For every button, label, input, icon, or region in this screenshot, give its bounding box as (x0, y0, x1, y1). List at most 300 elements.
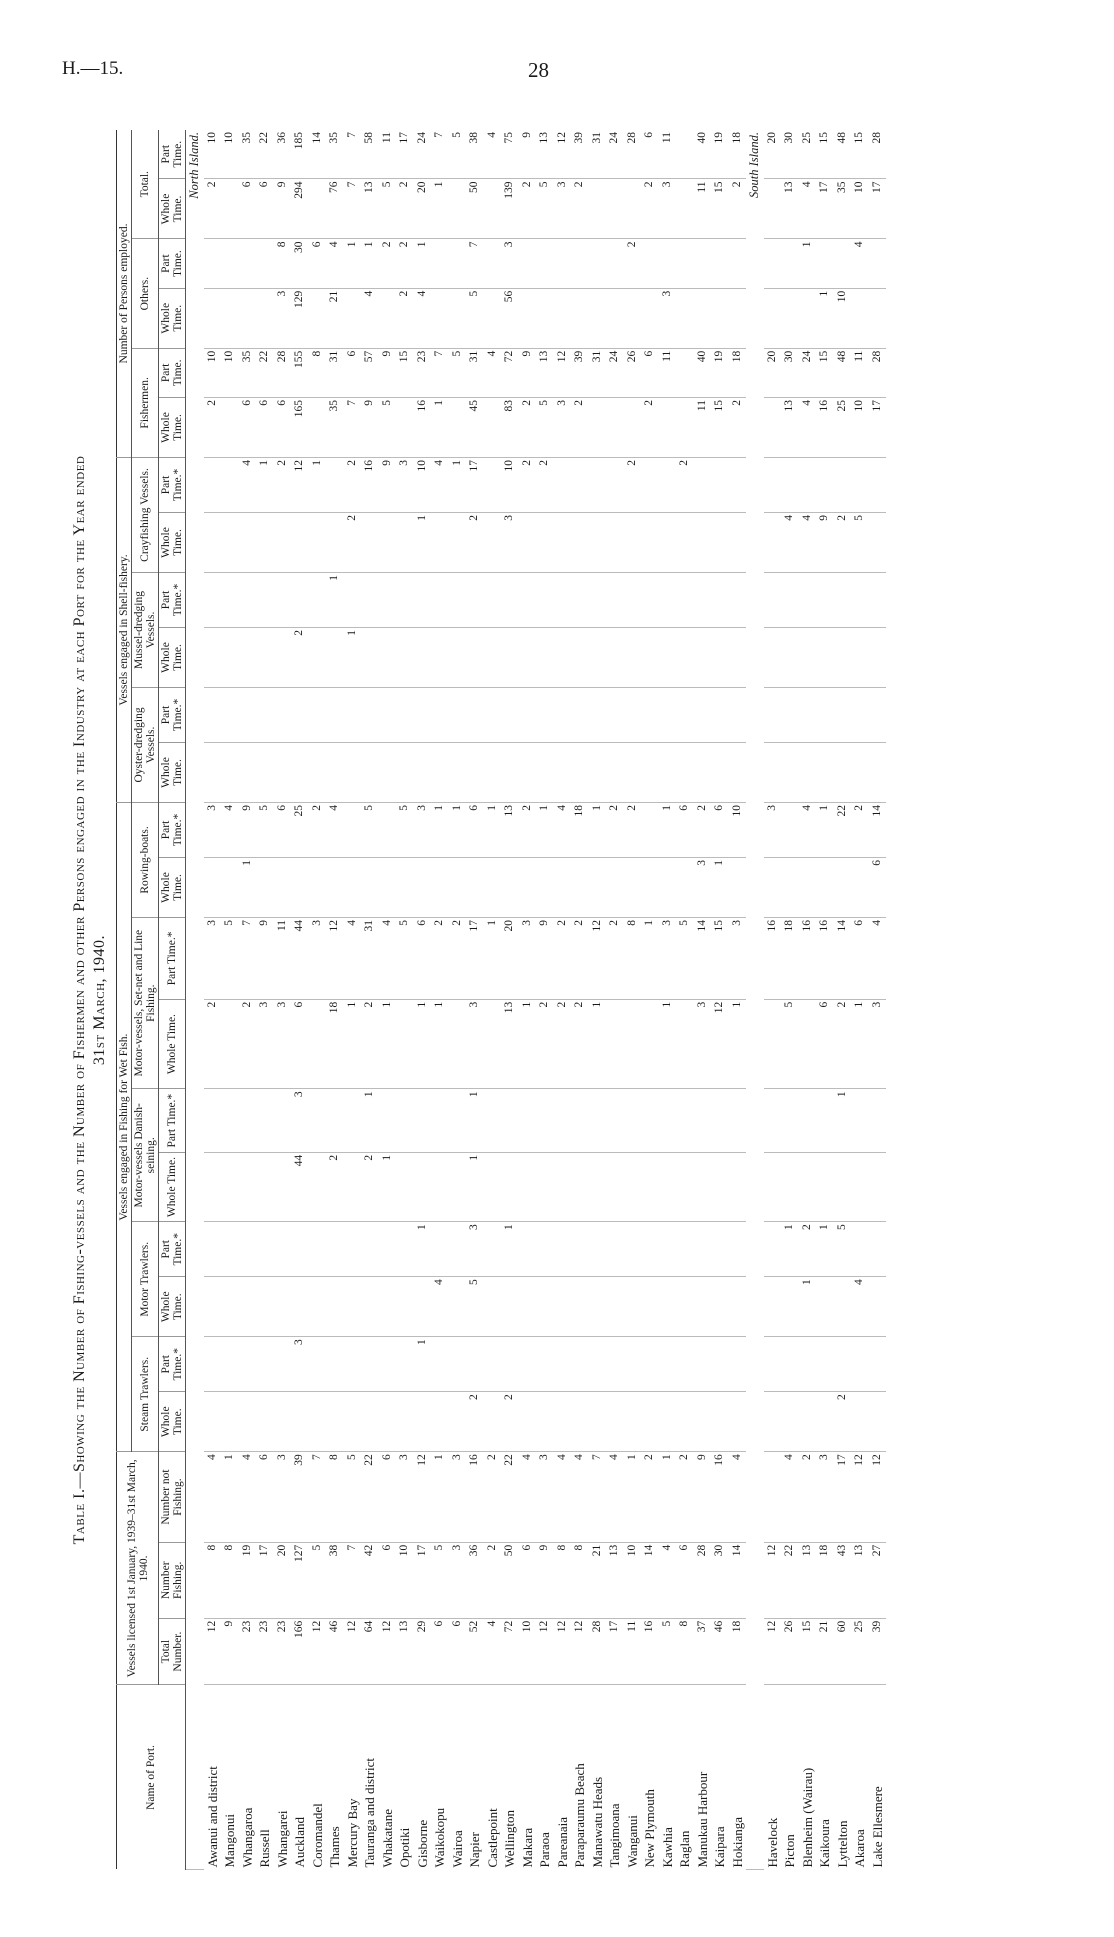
table-cell: 2 (799, 1452, 817, 1543)
table-cell (396, 1089, 414, 1152)
table-cell: 1 (414, 1222, 432, 1277)
table-cell: 1 (589, 999, 607, 1089)
table-cell: 22 (361, 1452, 379, 1543)
table-cell (606, 1392, 624, 1452)
table-cell (379, 687, 397, 742)
sub-header-whole-time: Whole Time. (159, 1152, 186, 1221)
table-cell (834, 687, 852, 742)
table-cell: 1 (239, 857, 257, 917)
table-cell: 3 (396, 1452, 414, 1543)
table-cell (554, 239, 572, 288)
table-cell (221, 397, 239, 457)
table-cell: 4 (344, 917, 362, 999)
table-cell: 3 (694, 999, 712, 1089)
table-cell (221, 999, 239, 1089)
table-cell: 3 (659, 917, 677, 999)
table-cell (274, 1277, 292, 1337)
sub-header-total-number: Total Number. (159, 1618, 186, 1685)
table-cell: 1 (431, 179, 449, 239)
table-cell: 5 (396, 802, 414, 857)
table-cell (414, 1277, 432, 1337)
table-cell: 2 (519, 802, 537, 857)
table-cell (396, 1392, 414, 1452)
table-row (869, 130, 887, 1870)
table-cell (344, 1392, 362, 1452)
table-cell: 20 (414, 179, 432, 239)
table-cell (799, 572, 817, 627)
table-cell (799, 1392, 817, 1452)
table-cell: 17 (466, 457, 484, 512)
table-cell: 2 (571, 179, 589, 239)
port-name: Havelock (764, 1817, 780, 1868)
table-cell: 13 (536, 130, 554, 179)
table-cell: 17 (816, 179, 834, 239)
table-cell (519, 687, 537, 742)
table-cell (309, 288, 327, 348)
table-cell: 1 (221, 1452, 239, 1543)
table-cell (291, 572, 309, 627)
table-cell: 16 (414, 397, 432, 457)
table-cell (851, 1089, 869, 1152)
table-cell: 5 (449, 348, 467, 397)
table-cell: 6 (239, 179, 257, 239)
table-cell: 17 (396, 130, 414, 179)
table-cell: 5 (361, 802, 379, 857)
table-cell: 14 (309, 130, 327, 179)
table-cell: 31 (361, 917, 379, 999)
table-cell (676, 288, 694, 348)
section-label: South Island. (746, 130, 764, 1870)
table-cell (624, 572, 642, 627)
table-cell (711, 239, 729, 288)
table-cell (641, 1152, 659, 1221)
table-cell (799, 742, 817, 802)
table-cell: 13 (501, 802, 519, 857)
table-row (781, 130, 799, 1870)
port-name: Coromandel (309, 1803, 325, 1868)
table-cell (571, 857, 589, 917)
table-cell (554, 857, 572, 917)
table-cell: 58 (361, 130, 379, 179)
table-cell (309, 687, 327, 742)
table-cell (536, 1392, 554, 1452)
table-cell (781, 1089, 799, 1152)
table-cell: 6 (309, 239, 327, 288)
table-cell: 31 (326, 348, 344, 397)
table-cell (571, 457, 589, 512)
port-name: Kaikoura (817, 1819, 832, 1868)
table-cell (536, 627, 554, 687)
table-cell: 13 (606, 1542, 624, 1618)
table-cell (624, 1089, 642, 1152)
table-cell (606, 1152, 624, 1221)
table-cell (379, 1337, 397, 1392)
table-cell (606, 687, 624, 742)
table-cell (326, 457, 344, 512)
table-cell (851, 627, 869, 687)
table-cell (361, 857, 379, 917)
table-cell (869, 1152, 887, 1221)
table-cell (414, 572, 432, 627)
table-cell (676, 239, 694, 288)
port-name: Napier (467, 1832, 482, 1868)
table-cell (869, 512, 887, 572)
table-row (834, 130, 852, 1870)
table-cell (519, 1337, 537, 1392)
table-cell (204, 239, 222, 288)
table-cell (781, 288, 799, 348)
table-cell: 2 (834, 999, 852, 1089)
table-cell: 4 (484, 130, 502, 179)
table-cell: 25 (799, 130, 817, 179)
table-cell: 12 (589, 917, 607, 999)
table-cell (449, 687, 467, 742)
table-cell: 4 (781, 512, 799, 572)
table-cell (361, 512, 379, 572)
table-cell (291, 742, 309, 802)
table-cell (729, 742, 747, 802)
table-cell (326, 1222, 344, 1277)
table-cell: 2 (344, 512, 362, 572)
table-cell: 4 (361, 288, 379, 348)
table-cell: 1 (799, 1277, 817, 1337)
table-cell (589, 179, 607, 239)
sub-header-part-time-star: Part Time.* (159, 917, 186, 999)
table-cell: 4 (484, 348, 502, 397)
table-cell: 35 (239, 130, 257, 179)
table-cell (519, 742, 537, 802)
table-cell: 2 (239, 999, 257, 1089)
table-cell (396, 397, 414, 457)
table-cell (851, 687, 869, 742)
table-cell (239, 627, 257, 687)
port-name: Whakatane (379, 1809, 395, 1868)
table-cell: 4 (326, 239, 344, 288)
port-name: Thames (327, 1826, 342, 1868)
table-cell: 8 (221, 1542, 239, 1618)
table-cell: 4 (484, 1618, 502, 1685)
table-cell (659, 1277, 677, 1337)
table-cell (676, 742, 694, 802)
table-cell (396, 1337, 414, 1392)
table-cell (309, 627, 327, 687)
table-cell: 3 (659, 288, 677, 348)
table-cell: 24 (799, 348, 817, 397)
table-cell (606, 1089, 624, 1152)
table-cell: 2 (851, 802, 869, 857)
table-cell: 10 (204, 348, 222, 397)
table-cell: 13 (501, 999, 519, 1089)
table-cell (869, 1277, 887, 1337)
port-name: Paraparaumu Beach (572, 1763, 587, 1868)
table-cell (379, 857, 397, 917)
table-row (414, 130, 432, 1870)
table-cell: 5 (781, 999, 799, 1089)
table-cell (379, 1277, 397, 1337)
table-cell (344, 802, 362, 857)
table-cell (484, 239, 502, 288)
table-cell (239, 1089, 257, 1152)
table-cell: 4 (571, 1452, 589, 1543)
sub-header-part-time-star: Part Time.* (159, 1337, 186, 1392)
table-cell (449, 1222, 467, 1277)
table-cell: 46 (711, 1618, 729, 1685)
table-cell (204, 857, 222, 917)
table-cell (309, 857, 327, 917)
table-cell (554, 687, 572, 742)
table-cell (379, 288, 397, 348)
table-cell: 10 (221, 130, 239, 179)
table-cell (361, 1392, 379, 1452)
table-cell (711, 1152, 729, 1221)
page-section-code: H.—15. (62, 58, 124, 79)
table-cell (519, 857, 537, 917)
table-cell: 1 (361, 239, 379, 288)
table-cell: 35 (834, 179, 852, 239)
table-row (239, 130, 257, 1870)
table-cell: 1 (449, 802, 467, 857)
table-row (204, 130, 222, 1870)
table-cell (589, 1089, 607, 1152)
table-cell (624, 1392, 642, 1452)
table-cell (221, 1337, 239, 1392)
table-cell (641, 1337, 659, 1392)
table-cell (221, 457, 239, 512)
table-cell: 1 (379, 1152, 397, 1221)
table-cell (326, 1089, 344, 1152)
table-cell: 4 (659, 1542, 677, 1618)
table-cell (256, 742, 274, 802)
table-cell: 1 (431, 1452, 449, 1543)
table-cell: 4 (729, 1452, 747, 1543)
table-cell (641, 457, 659, 512)
table-cell: 22 (834, 802, 852, 857)
table-cell: 3 (466, 999, 484, 1089)
table-cell: 5 (851, 512, 869, 572)
table-cell: 2 (729, 179, 747, 239)
col-persons: Number of Persons employed. (117, 130, 132, 457)
port-name: Awanui and district (204, 1766, 220, 1868)
table-cell: 2 (641, 179, 659, 239)
table-cell: 139 (501, 179, 519, 239)
table-cell (274, 1222, 292, 1277)
table-cell (501, 627, 519, 687)
table-cell: 7 (344, 1542, 362, 1618)
table-cell (589, 687, 607, 742)
table-cell (274, 687, 292, 742)
table-cell (641, 1392, 659, 1452)
table-cell (309, 1089, 327, 1152)
table-cell: 2 (554, 999, 572, 1089)
table-cell (291, 512, 309, 572)
table-cell (624, 857, 642, 917)
table-cell: 166 (291, 1618, 309, 1685)
table-cell: 9 (256, 917, 274, 999)
table-cell: 11 (624, 1618, 642, 1685)
table-cell (554, 1392, 572, 1452)
table-cell: 30 (711, 1542, 729, 1618)
table-cell: 14 (869, 802, 887, 857)
table-cell: 39 (869, 1618, 887, 1685)
table-cell (379, 1392, 397, 1452)
table-cell: 13 (799, 1542, 817, 1618)
table-cell (536, 239, 554, 288)
table-cell: 1 (799, 239, 817, 288)
table-cell (589, 1152, 607, 1221)
table-cell (816, 627, 834, 687)
table-cell: 2 (554, 917, 572, 999)
table-cell: 3 (659, 179, 677, 239)
table-cell: 5 (344, 1452, 362, 1543)
table-cell: 4 (869, 917, 887, 999)
table-cell (694, 1337, 712, 1392)
table-cell: 15 (711, 179, 729, 239)
table-cell (589, 239, 607, 288)
port-name: Tauranga and district (362, 1757, 377, 1868)
table-cell (606, 1337, 624, 1392)
table-cell (414, 1152, 432, 1221)
page-number: 28 (528, 58, 549, 82)
table-cell (764, 627, 782, 687)
table-cell: 10 (729, 802, 747, 857)
table-cell: 6 (449, 1618, 467, 1685)
table-cell (606, 397, 624, 457)
table-cell (729, 627, 747, 687)
table-cell: 1 (414, 239, 432, 288)
port-name: Wairoa (449, 1830, 465, 1868)
table-cell: 3 (694, 857, 712, 917)
table-cell (659, 239, 677, 288)
table-cell (484, 627, 502, 687)
table-cell (221, 239, 239, 288)
table-cell: 64 (361, 1618, 379, 1685)
table-row (554, 130, 572, 1870)
table-cell (764, 572, 782, 627)
table-row (379, 130, 397, 1870)
table-cell (781, 802, 799, 857)
table-cell: 1 (414, 999, 432, 1089)
table-cell: 15 (816, 130, 834, 179)
table-cell (676, 1277, 694, 1337)
table-cell: 3 (291, 1089, 309, 1152)
table-cell (641, 999, 659, 1089)
table-cell: 12 (869, 1452, 887, 1543)
table-cell (414, 1089, 432, 1152)
table-cell: 12 (554, 1618, 572, 1685)
table-cell: 9 (221, 1618, 239, 1685)
table-cell: 1 (344, 999, 362, 1089)
table-cell (606, 1277, 624, 1337)
table-cell: 19 (711, 348, 729, 397)
table-cell: 39 (571, 348, 589, 397)
table-cell (694, 1152, 712, 1221)
table-cell (606, 857, 624, 917)
table-cell (396, 1152, 414, 1221)
table-cell (431, 627, 449, 687)
table-cell (851, 1222, 869, 1277)
table-cell (641, 857, 659, 917)
table-cell (396, 999, 414, 1089)
table-cell: 38 (326, 1542, 344, 1618)
table-cell (799, 457, 817, 512)
table-cell (571, 288, 589, 348)
table-cell (694, 572, 712, 627)
table-cell (589, 627, 607, 687)
table-cell: 155 (291, 348, 309, 397)
table-cell (834, 572, 852, 627)
table-cell: 12 (326, 917, 344, 999)
table-cell: 4 (431, 1277, 449, 1337)
table-cell: 2 (834, 1392, 852, 1452)
table-cell: 3 (449, 1542, 467, 1618)
table-cell (396, 572, 414, 627)
table-cell (519, 572, 537, 627)
table-cell: 15 (816, 348, 834, 397)
table-cell: 44 (291, 1152, 309, 1221)
table-cell (816, 687, 834, 742)
table-cell (256, 512, 274, 572)
table-cell (729, 1222, 747, 1277)
col-crayfish: Crayfishing Vessels. (132, 457, 159, 572)
table-cell (256, 239, 274, 288)
table-cell (431, 1089, 449, 1152)
table-cell: 6 (431, 1618, 449, 1685)
table-row (589, 130, 607, 1870)
table-cell (326, 512, 344, 572)
table-cell: 22 (256, 348, 274, 397)
table-cell (711, 572, 729, 627)
table-row (729, 130, 747, 1870)
table-cell (361, 1222, 379, 1277)
table-cell (851, 288, 869, 348)
table-cell (571, 572, 589, 627)
table-cell (781, 742, 799, 802)
table-cell (309, 1337, 327, 1392)
sub-header-whole-time: Whole Time. (159, 857, 186, 917)
table-cell (764, 1152, 782, 1221)
table-cell: 4 (204, 1452, 222, 1543)
table-cell (589, 288, 607, 348)
table-cell: 2 (361, 999, 379, 1089)
table-cell (484, 512, 502, 572)
table-cell (781, 1152, 799, 1221)
table-cell: 8 (309, 348, 327, 397)
table-cell (799, 1089, 817, 1152)
table-cell: 7 (239, 917, 257, 999)
table-cell: 56 (501, 288, 519, 348)
col-shell-fish: Vessels engaged in Shell-fishery. (117, 457, 132, 802)
table-cell: 4 (799, 802, 817, 857)
table-cell (309, 572, 327, 627)
table-cell: 2 (204, 179, 222, 239)
table-cell: 1 (659, 802, 677, 857)
table-cell (764, 1452, 782, 1543)
table-cell (729, 572, 747, 627)
table-cell (641, 239, 659, 288)
table-cell: 18 (816, 1542, 834, 1618)
col-oyster: Oyster-dredging Vessels. (132, 687, 159, 802)
table-cell: 28 (869, 348, 887, 397)
table-row (361, 130, 379, 1870)
port-name: Wanganui (624, 1815, 640, 1868)
table-cell (659, 627, 677, 687)
table-cell (799, 288, 817, 348)
table-cell (519, 239, 537, 288)
port-name: Raglan (677, 1830, 692, 1868)
table-cell (869, 1222, 887, 1277)
table-cell (571, 1222, 589, 1277)
table-cell (659, 742, 677, 802)
